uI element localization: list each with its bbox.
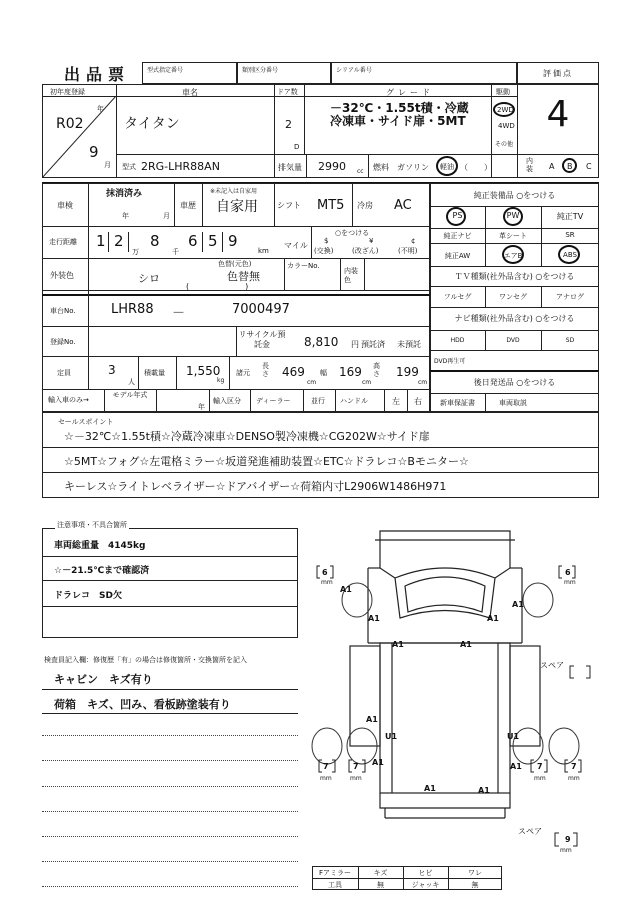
note-line-2: ☆－21.5℃まで確認済	[54, 566, 150, 576]
spare-label-2: スペア	[518, 827, 542, 836]
sales-line-3: キーレス☆ライトレベライザー☆ドアバイザー☆荷箱内寸L2906W1486H971	[64, 480, 447, 493]
score-label-box: 評価点	[517, 62, 599, 84]
damage-mark: U1	[385, 732, 398, 741]
mileage-digits: 1 2 万 8 千 6 5 9 km	[96, 232, 269, 256]
inspector-line-1: キャビン キズ有り	[54, 673, 153, 686]
reg-era: R02	[56, 116, 84, 132]
damage-mark: A1	[366, 715, 378, 724]
damage-mark: A1	[340, 585, 352, 594]
recycle-value: 8,810	[304, 335, 339, 349]
inspector-line-2: 荷箱 キズ、凹み、看板跡塗装有り	[54, 698, 231, 711]
fuel-selected-circle	[436, 156, 458, 176]
damage-mark: A1	[460, 640, 472, 649]
grade-label: グレード	[386, 88, 434, 97]
tread-rear-left-outer: 7	[323, 762, 329, 771]
width-value: 169	[339, 365, 362, 379]
damage-mark: A1	[487, 614, 499, 623]
door-count: 2	[285, 118, 292, 131]
history-value: 自家用	[216, 199, 258, 215]
grade-value: －32℃・1.55t積・冷蔵冷凍車・サイド扉・5MT	[330, 101, 469, 128]
interior-grade-selected: B	[567, 162, 573, 171]
tread-spare: 9	[565, 835, 571, 844]
doors-label: ドア数	[277, 88, 298, 96]
inspector-label: 検査員記入欄：修復歴「有」の場合は修復箇所・交換箇所を記入	[44, 656, 247, 664]
interior-selected-circle	[562, 158, 577, 173]
opt-abs-circle	[558, 245, 580, 264]
shift-value: MT5	[317, 198, 345, 213]
truck-diagram	[300, 528, 600, 868]
damage-mark: A1	[424, 784, 436, 793]
damage-mark: U1	[507, 732, 520, 741]
note-line-3: ドラレコ SD欠	[54, 591, 122, 601]
fuel-diesel: 軽油	[440, 163, 454, 171]
spare-label-1: スペア	[540, 661, 564, 670]
height-value: 199	[396, 365, 419, 379]
score-value: 4	[546, 94, 570, 135]
damage-mark: A1	[372, 758, 384, 767]
sales-label: セールスポイント	[58, 418, 114, 426]
capacity-value: 3	[108, 363, 116, 377]
tread-rear-right-outer: 7	[571, 762, 577, 771]
car-name-label: 車名	[182, 88, 198, 97]
damage-mark: A1	[392, 640, 404, 649]
opt-airbag-circle	[502, 245, 524, 264]
damage-mark: A1	[368, 614, 380, 623]
sales-line-1: ☆－32℃☆1.55t積☆冷蔵冷凍車☆DENSO製冷凍機☆CG202W☆サイド扉	[64, 430, 430, 443]
chassis-prefix: LHR88	[111, 302, 154, 317]
damage-mark: A1	[478, 786, 490, 795]
drive-other: その他	[495, 141, 514, 148]
length-value: 469	[282, 365, 305, 379]
model-type: 2RG-LHR88AN	[141, 160, 220, 173]
notes-label: 注意事項・不具合箇所	[57, 521, 127, 529]
tread-front-right: 6	[565, 568, 571, 577]
color-change-value: 色替無	[227, 270, 260, 283]
chassis-number: 7000497	[232, 302, 290, 317]
model-designation-box: 型式指定番号	[142, 62, 237, 84]
first-reg-label: 初年度登録	[50, 88, 85, 96]
opt-pw: PW	[506, 211, 520, 220]
opt-ps: PS	[452, 211, 463, 220]
drive-selected-circle	[493, 102, 515, 117]
tread-rear-right-inner: 7	[537, 762, 543, 771]
opt-airbag: エアB	[503, 252, 523, 260]
tread-rear-left-inner: 7	[353, 762, 359, 771]
car-name: タイタン	[124, 116, 180, 132]
opt-tv: 純正TV	[556, 212, 584, 221]
drive-2wd: 2WD	[497, 106, 514, 114]
exterior-color: シロ	[138, 272, 160, 285]
damage-mark: A1	[510, 762, 522, 771]
displacement: 2990	[318, 160, 346, 173]
note-line-1: 車両総重量 4145kg	[54, 541, 146, 551]
opt-pw-circle	[503, 207, 523, 226]
category-number-box: 類別区分番号	[237, 62, 331, 84]
aircon-value: AC	[394, 198, 412, 213]
sales-line-2: ☆5MT☆フォグ☆左電格ミラー☆坂道発進補助装置☆ETC☆ドラレコ☆Bモニター☆	[64, 455, 469, 468]
reg-month: 9	[89, 143, 99, 161]
drive-label: 駆動	[496, 88, 510, 96]
tread-front-left: 6	[322, 568, 328, 577]
opt-ps-circle	[446, 207, 466, 226]
opt-abs: ABS	[563, 251, 577, 259]
inspection-value: 抹消済み	[106, 189, 143, 199]
form-title: 出品票	[64, 65, 131, 84]
damage-mark: A1	[512, 600, 524, 609]
fuel-gasoline: ガソリン	[397, 163, 429, 172]
drive-4wd: 4WD	[498, 122, 515, 130]
serial-box: シリアル番号	[331, 62, 517, 84]
genuine-header: 純正装備品 ○をつける	[473, 191, 556, 200]
load-value: 1,550	[186, 364, 221, 378]
